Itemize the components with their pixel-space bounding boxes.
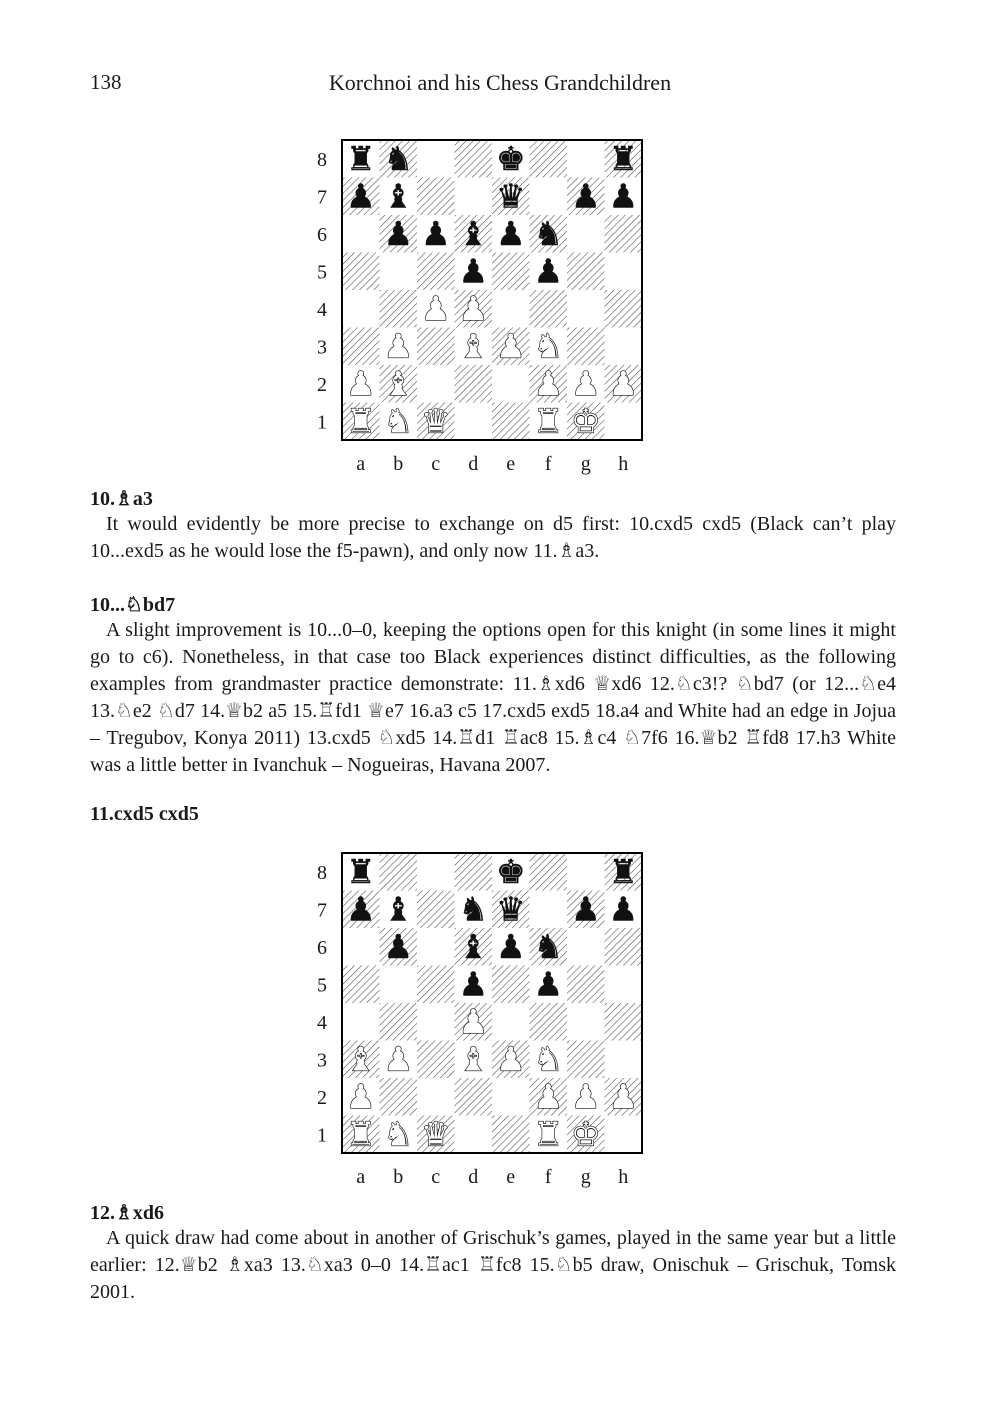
dark-square-b2: [380, 1078, 418, 1116]
light-square-e2: [492, 1078, 530, 1116]
black-bishop-icon: ♝: [458, 213, 489, 253]
light-square-f7: [530, 891, 568, 929]
dark-square-g3: [567, 1041, 605, 1079]
file-label-h: h: [618, 453, 629, 475]
rank-label-1: 1: [317, 411, 327, 434]
white-pawn-icon: ♟: [495, 326, 526, 366]
white-rook-icon: ♜: [345, 401, 376, 441]
light-square-d1: [455, 403, 493, 441]
dark-square-f8: [530, 853, 568, 891]
white-knight-icon: ♞: [383, 401, 414, 441]
white-knight-icon: ♞: [383, 1114, 414, 1154]
white-knight-icon: ♞: [533, 1039, 564, 1079]
black-knight-icon: ♞: [458, 889, 489, 929]
black-pawn-icon: ♟: [495, 926, 526, 966]
black-bishop-icon: ♝: [458, 926, 489, 966]
black-queen-icon: ♛: [495, 889, 526, 929]
black-pawn-icon: ♟: [458, 964, 489, 1004]
rank-label-6: 6: [317, 223, 327, 246]
file-label-a: a: [356, 1166, 366, 1188]
file-label-b: b: [393, 453, 404, 475]
rank-label-3: 3: [317, 336, 327, 359]
move-heading-12: 12.♗xd6: [90, 1202, 165, 1224]
file-label-e: e: [506, 453, 516, 475]
file-label-g: g: [580, 1166, 591, 1188]
dark-square-e5: [492, 966, 530, 1004]
white-rook-icon: ♜: [533, 1114, 564, 1154]
black-pawn-icon: ♟: [345, 889, 376, 929]
rank-label-8: 8: [317, 861, 327, 884]
black-rook-icon: ♜: [608, 851, 639, 891]
dark-square-f4: [530, 290, 568, 328]
file-label-f: f: [544, 453, 552, 475]
dark-square-f8: [530, 140, 568, 178]
black-rook-icon: ♜: [345, 851, 376, 891]
light-square-a6: [342, 215, 380, 253]
chess-diagram-2: [306, 851, 646, 1191]
black-pawn-icon: ♟: [420, 213, 451, 253]
black-pawn-icon: ♟: [533, 251, 564, 291]
dark-square-a5: [342, 253, 380, 291]
white-pawn-icon: ♟: [458, 1001, 489, 1041]
black-pawn-icon: ♟: [570, 889, 601, 929]
black-rook-icon: ♜: [608, 138, 639, 178]
black-bishop-icon: ♝: [383, 889, 414, 929]
black-knight-icon: ♞: [533, 926, 564, 966]
chessboard-svg: [306, 851, 646, 1191]
white-pawn-icon: ♟: [570, 1076, 601, 1116]
dark-square-b4: [380, 1003, 418, 1041]
light-square-h1: [605, 403, 643, 441]
file-label-h: h: [618, 1166, 629, 1188]
file-label-f: f: [544, 1166, 552, 1188]
white-pawn-icon: ♟: [533, 1076, 564, 1116]
light-square-b5: [380, 966, 418, 1004]
white-bishop-icon: ♝: [458, 326, 489, 366]
move-heading-11: 11.cxd5 cxd5: [90, 803, 199, 825]
file-label-g: g: [580, 453, 591, 475]
black-bishop-icon: ♝: [383, 176, 414, 216]
page-number: 138: [90, 70, 122, 94]
dark-square-d8: [455, 140, 493, 178]
black-pawn-icon: ♟: [345, 176, 376, 216]
dark-square-e1: [492, 1116, 530, 1154]
file-label-d: d: [468, 453, 479, 475]
rank-label-3: 3: [317, 1049, 327, 1072]
light-square-d1: [455, 1116, 493, 1154]
rank-label-5: 5: [317, 974, 327, 997]
light-square-g6: [567, 215, 605, 253]
rank-label-6: 6: [317, 936, 327, 959]
light-square-f7: [530, 178, 568, 216]
move-heading-10: 10.♗a3: [90, 488, 153, 510]
light-square-b5: [380, 253, 418, 291]
dark-square-c5: [417, 253, 455, 291]
file-label-c: c: [431, 1166, 441, 1188]
light-square-g4: [567, 290, 605, 328]
white-bishop-icon: ♝: [345, 1039, 376, 1079]
rank-label-2: 2: [317, 1086, 327, 1109]
light-square-d7: [455, 178, 493, 216]
light-square-g8: [567, 140, 605, 178]
light-square-c8: [417, 853, 455, 891]
rank-label-7: 7: [317, 899, 327, 922]
dark-square-c7: [417, 178, 455, 216]
dark-square-h6: [605, 215, 643, 253]
white-king-icon: ♚: [570, 401, 601, 441]
file-label-b: b: [393, 1166, 404, 1188]
chess-diagram-1: [306, 138, 646, 478]
light-square-a6: [342, 928, 380, 966]
white-king-icon: ♚: [570, 1114, 601, 1154]
paragraph-10: It would evidently be more precise to exchange on d5 first: 10.cxd5 cxd5 (Black can’t play 10...exd5 as he would lose the f5-pawn), and only now 11.♗a3.: [90, 513, 896, 562]
dark-square-h6: [605, 928, 643, 966]
dark-square-a5: [342, 966, 380, 1004]
dark-square-h4: [605, 290, 643, 328]
white-pawn-icon: ♟: [345, 363, 376, 403]
rank-label-2: 2: [317, 373, 327, 396]
dark-square-c3: [417, 328, 455, 366]
white-pawn-icon: ♟: [533, 363, 564, 403]
dark-square-c5: [417, 966, 455, 1004]
light-square-c2: [417, 365, 455, 403]
black-pawn-icon: ♟: [570, 176, 601, 216]
dark-square-g3: [567, 328, 605, 366]
light-square-e4: [492, 1003, 530, 1041]
file-label-c: c: [431, 453, 441, 475]
light-square-c8: [417, 140, 455, 178]
white-rook-icon: ♜: [533, 401, 564, 441]
white-queen-icon: ♛: [420, 1114, 451, 1154]
black-pawn-icon: ♟: [383, 926, 414, 966]
dark-square-f4: [530, 1003, 568, 1041]
white-queen-icon: ♛: [420, 401, 451, 441]
dark-square-b4: [380, 290, 418, 328]
light-square-c4: [417, 1003, 455, 1041]
file-label-a: a: [356, 453, 366, 475]
white-rook-icon: ♜: [345, 1114, 376, 1154]
dark-square-g5: [567, 966, 605, 1004]
light-square-a4: [342, 1003, 380, 1041]
rank-label-7: 7: [317, 186, 327, 209]
rank-label-4: 4: [317, 298, 327, 321]
black-pawn-icon: ♟: [608, 176, 639, 216]
black-king-icon: ♚: [495, 138, 526, 178]
white-knight-icon: ♞: [533, 326, 564, 366]
white-pawn-icon: ♟: [608, 363, 639, 403]
dark-square-a3: [342, 328, 380, 366]
light-square-h1: [605, 1116, 643, 1154]
dark-square-h4: [605, 1003, 643, 1041]
dark-square-c7: [417, 891, 455, 929]
dark-square-e5: [492, 253, 530, 291]
dark-square-d8: [455, 853, 493, 891]
white-pawn-icon: ♟: [495, 1039, 526, 1079]
paragraph-10b: A slight improvement is 10...0–0, keeping the options open for this knight (in some lines it might go to c6). Nonetheless, in that case too Black experiences distinct difficulties, as the following examples from grandmaster practice demonstrate: 11.♗xd6 ♕xd6 12.♘c3!? ♘bd7 (or 12...♘e4 13.♘e2 ♘d7 14.♕b2 a5 15.♖fd1 ♕e7 16.a3 c5 17.cxd5 exd5 18.a4 and White had an edge in Jojua – Tregubov, Konya 2011) 13.cxd5 ♘xd5 14.♖d1 ♖ac8 15.♗c4 ♘7f6 16.♕b2 ♖fd8 17.h3 White was a little better in Ivanchuk – Nogueiras, Havana 2007.: [90, 619, 896, 776]
light-square-c2: [417, 1078, 455, 1116]
light-square-e2: [492, 365, 530, 403]
white-pawn-icon: ♟: [608, 1076, 639, 1116]
light-square-h3: [605, 1041, 643, 1079]
black-king-icon: ♚: [495, 851, 526, 891]
light-square-e4: [492, 290, 530, 328]
black-pawn-icon: ♟: [533, 964, 564, 1004]
black-pawn-icon: ♟: [383, 213, 414, 253]
white-pawn-icon: ♟: [420, 288, 451, 328]
white-bishop-icon: ♝: [458, 1039, 489, 1079]
rank-label-8: 8: [317, 148, 327, 171]
chessboard-svg: [306, 138, 646, 478]
black-pawn-icon: ♟: [608, 889, 639, 929]
dark-square-d2: [455, 1078, 493, 1116]
dark-square-d2: [455, 365, 493, 403]
running-head: Korchnoi and his Chess Grandchildren: [328, 70, 672, 95]
light-square-h3: [605, 328, 643, 366]
dark-square-b8: [380, 853, 418, 891]
black-queen-icon: ♛: [495, 176, 526, 216]
rank-label-4: 4: [317, 1011, 327, 1034]
paragraph-12: A quick draw had come about in another of Grischuk’s games, played in the same year but a little earlier: 12.♕b2 ♗xa3 13.♘xa3 0–0 14.♖ac1 ♖fc8 15.♘b5 draw, Onischuk – Grischuk, Tomsk 2001.: [90, 1227, 896, 1303]
white-pawn-icon: ♟: [570, 363, 601, 403]
white-pawn-icon: ♟: [383, 1039, 414, 1079]
rank-label-1: 1: [317, 1124, 327, 1147]
file-label-e: e: [506, 1166, 516, 1188]
light-square-g6: [567, 928, 605, 966]
light-square-g4: [567, 1003, 605, 1041]
dark-square-e1: [492, 403, 530, 441]
white-pawn-icon: ♟: [383, 326, 414, 366]
light-square-g8: [567, 853, 605, 891]
black-knight-icon: ♞: [383, 138, 414, 178]
white-bishop-icon: ♝: [383, 363, 414, 403]
move-heading-10b: 10...♘bd7: [90, 594, 176, 616]
light-square-h5: [605, 966, 643, 1004]
black-rook-icon: ♜: [345, 138, 376, 178]
dark-square-c3: [417, 1041, 455, 1079]
light-square-c6: [417, 928, 455, 966]
rank-label-5: 5: [317, 261, 327, 284]
black-knight-icon: ♞: [533, 213, 564, 253]
dark-square-g5: [567, 253, 605, 291]
white-pawn-icon: ♟: [458, 288, 489, 328]
black-pawn-icon: ♟: [495, 213, 526, 253]
white-pawn-icon: ♟: [345, 1076, 376, 1116]
file-label-d: d: [468, 1166, 479, 1188]
light-square-h5: [605, 253, 643, 291]
light-square-a4: [342, 290, 380, 328]
black-pawn-icon: ♟: [458, 251, 489, 291]
